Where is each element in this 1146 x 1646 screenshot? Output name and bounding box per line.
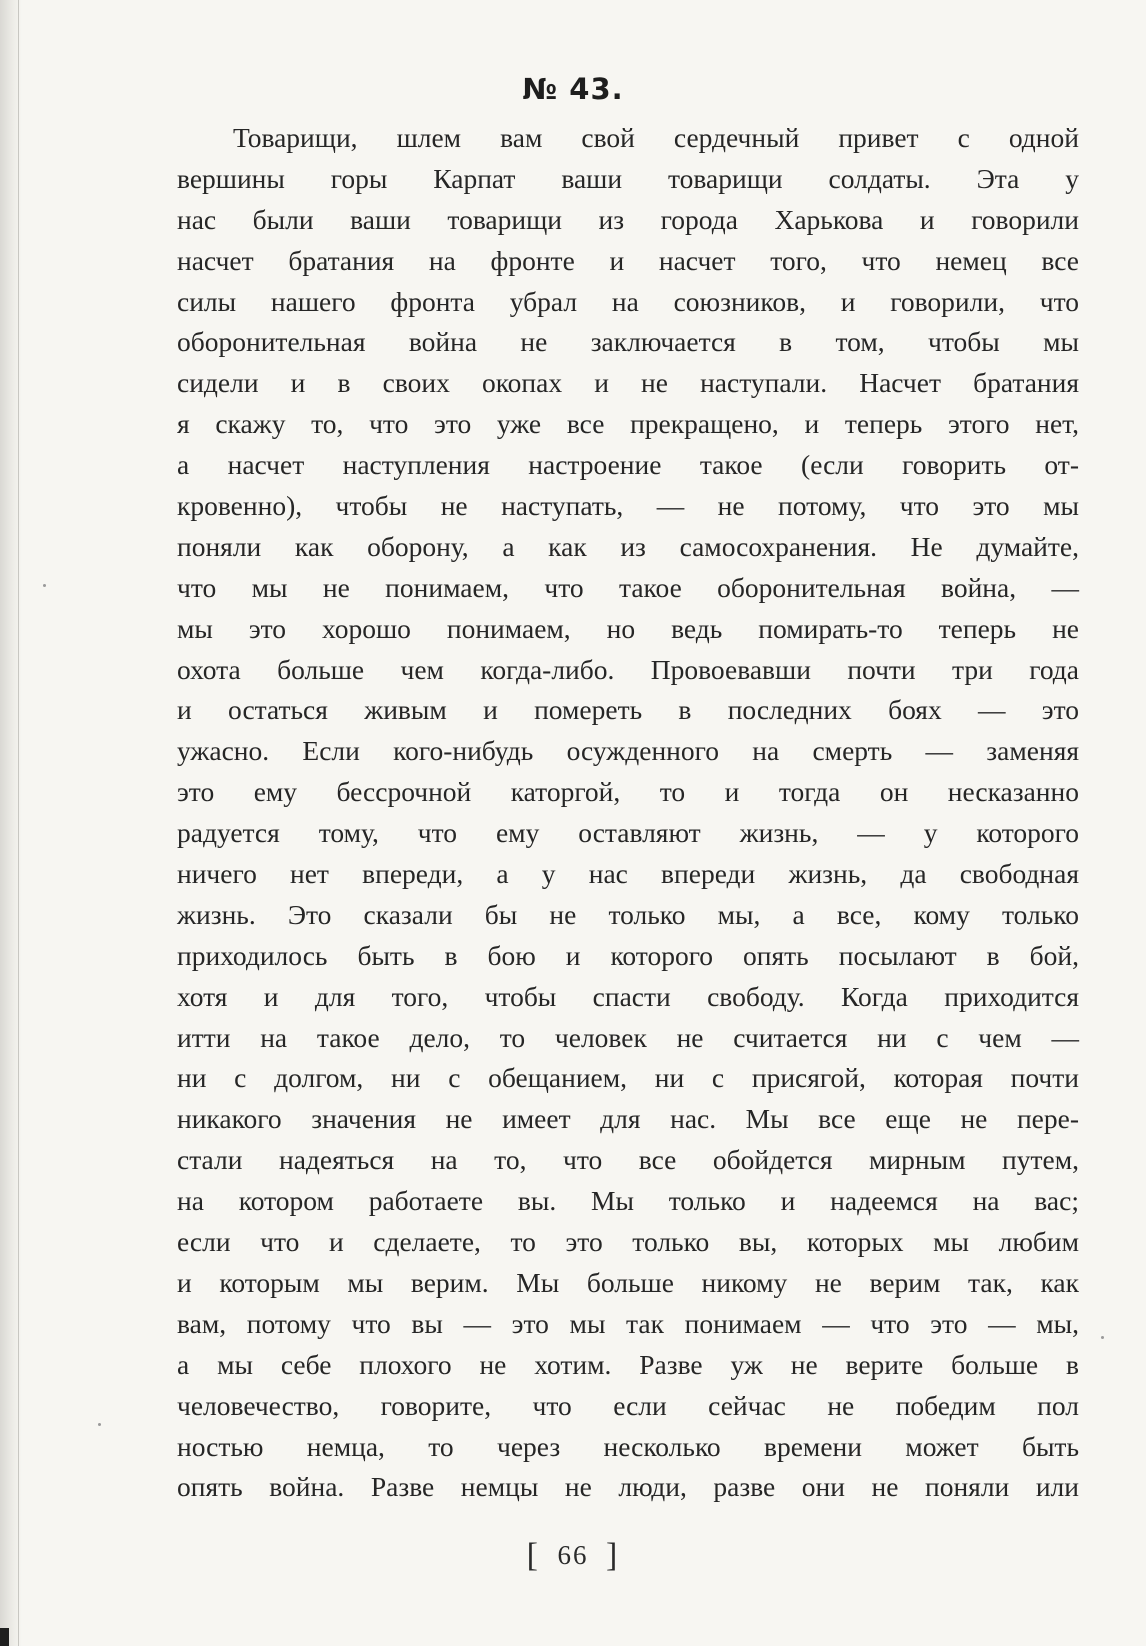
- text-line: я скажу то, что это уже все прекращено, и теперь этого нет,: [177, 408, 1079, 440]
- text-line: а насчет наступления настроение такое (если говорить от-: [177, 449, 1079, 481]
- text-line: опять война. Разве немцы не люди, разве они не поняли или: [177, 1471, 1079, 1503]
- text-line: никакого значения не имеет для нас. Мы все еще не пере-: [177, 1103, 1079, 1135]
- text-line: мы это хорошо понимаем, но ведь помирать-то теперь не: [177, 612, 1079, 644]
- text-line: приходилось быть в бою и которого опять посылают в бой,: [177, 939, 1079, 971]
- text-line: кровенно), чтобы не наступать, — не потому, что это мы: [177, 490, 1079, 522]
- page-number-block: [0, 1537, 1146, 1575]
- text-line: оборонительная война не заключается в том, чтобы мы: [177, 326, 1079, 358]
- paper-speck: [1101, 1336, 1104, 1339]
- text-line: силы нашего фронта убрал на союзников, и говорили, что: [177, 285, 1079, 317]
- page-number: 66: [557, 1540, 589, 1570]
- text-line: ни с долгом, ни с обещанием, ни с присягой, которая почти: [177, 1062, 1079, 1094]
- text-line: человечество, говорите, что если сейчас не победим пол: [177, 1389, 1079, 1421]
- text-line: радуется тому, что ему оставляют жизнь, — у которого: [177, 817, 1079, 849]
- text-line: это ему бессрочной каторгой, то и тогда он несказанно: [177, 776, 1079, 808]
- page-binding-line: [18, 0, 19, 1646]
- text-line: вам, потому что вы — это мы так понимаем — что это — мы,: [177, 1307, 1079, 1339]
- text-line: ничего нет впереди, а у нас впереди жизнь, да свободная: [177, 858, 1079, 890]
- text-line: насчет братания на фронте и насчет того, что немец все: [177, 244, 1079, 276]
- text-line: стали надеяться на то, что все обойдется мирным путем,: [177, 1144, 1079, 1176]
- text-line: нас были ваши товарищи из города Харькова и говорили: [177, 203, 1079, 235]
- document-number: № 43.: [522, 72, 624, 106]
- text-line: хотя и для того, чтобы спасти свободу. Когда приходится: [177, 980, 1079, 1012]
- text-line: ужасно. Если кого-нибудь осужденного на смерть — заменяя: [177, 735, 1079, 767]
- page-number-bracket-open: [: [526, 1537, 540, 1574]
- text-line: вершины горы Карпат ваши товарищи солдаты. Эта у: [177, 162, 1079, 194]
- text-line: а мы себе плохого не хотим. Разве уж не верите больше в: [177, 1348, 1079, 1380]
- text-line: на котором работаете вы. Мы только и надеемся на вас;: [177, 1185, 1079, 1217]
- text-line: охота больше чем когда-либо. Провоевавши почти три года: [177, 653, 1079, 685]
- text-line: Товарищи, шлем вам свой сердечный привет с одной: [233, 122, 1079, 153]
- text-line: поняли как оборону, а как из самосохранения. Не думайте,: [177, 530, 1079, 562]
- text-line: ностью немца, то через несколько времени может быть: [177, 1430, 1079, 1462]
- document-body: [177, 118, 1079, 1508]
- text-line: и остаться живым и помереть в последних боях — это: [177, 694, 1079, 726]
- text-line: если что и сделаете, то это только вы, которых мы любим: [177, 1226, 1079, 1258]
- paper-speck: [98, 1423, 101, 1426]
- page-number-bracket-close: ]: [606, 1537, 620, 1574]
- text-line: итти на такое дело, то человек не считается ни с чем —: [177, 1021, 1079, 1053]
- text-line: сидели и в своих окопах и не наступали. Насчет братания: [177, 367, 1079, 399]
- text-line: жизнь. Это сказали бы не только мы, а все, кому только: [177, 898, 1079, 930]
- scan-corner-mark: [0, 1628, 9, 1646]
- text-line: и которым мы верим. Мы больше никому не верим так, как: [177, 1266, 1079, 1298]
- paper-speck: [43, 584, 46, 587]
- text-line: что мы не понимаем, что такое оборонительная война, —: [177, 571, 1079, 603]
